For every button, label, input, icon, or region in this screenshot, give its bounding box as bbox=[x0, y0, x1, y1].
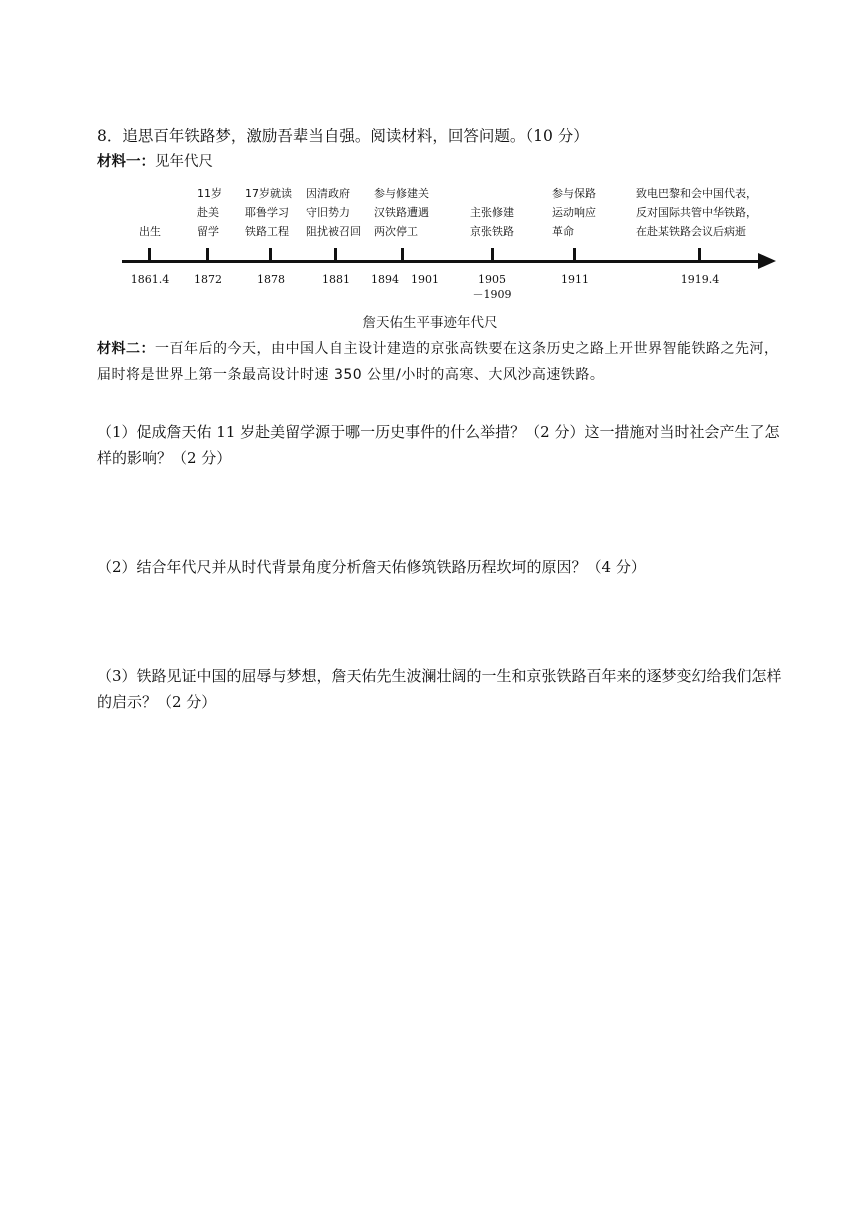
timeline-tick bbox=[148, 248, 151, 260]
timeline-year: 1919.4 bbox=[680, 273, 720, 286]
timeline-tick bbox=[401, 248, 404, 260]
timeline-event-label: 因清政府 守旧势力 阻扰被召回 bbox=[306, 187, 361, 238]
question-1: （1）促成詹天佑 11 岁赴美留学源于哪一历史事件的什么举措？（2 分）这一措施对当时社会产生了怎样的影响？（2 分） bbox=[97, 423, 780, 467]
timeline-event-label: 17岁就读 耶鲁学习 铁路工程 bbox=[245, 187, 292, 238]
timeline-caption: 詹天佑生平事迹年代尺 bbox=[362, 315, 498, 331]
timeline-event-label: 参与保路 运动响应 革命 bbox=[552, 187, 596, 238]
timeline-year: 1911 bbox=[561, 273, 589, 286]
question-3: （3）铁路见证中国的屈辱与梦想，詹天佑先生波澜壮阔的一生和京张铁路百年来的逐梦变幻给我们怎样的启示？（2 分） bbox=[97, 667, 782, 711]
timeline-axis bbox=[122, 260, 762, 263]
timeline-arrow bbox=[758, 253, 776, 269]
timeline-event-label: 参与修建关 汉铁路遭遇 两次停工 bbox=[374, 187, 429, 238]
timeline-event-label: 出生 bbox=[139, 225, 161, 238]
timeline-tick bbox=[334, 248, 337, 260]
timeline-year: 1901 bbox=[411, 273, 439, 286]
timeline-event-label: 主张修建 京张铁路 bbox=[470, 206, 514, 238]
question-title: 8．追思百年铁路梦，激励吾辈当自强。阅读材料，回答问题。（10 分） bbox=[97, 127, 589, 145]
material-two bbox=[97, 336, 787, 388]
material-one-label: 材料一： bbox=[97, 154, 155, 170]
timeline-year: 1881 bbox=[322, 273, 350, 286]
material-two-label: 材料二： bbox=[97, 341, 155, 357]
timeline-year: 1905 －1909 bbox=[472, 273, 512, 301]
timeline-tick bbox=[206, 248, 209, 260]
timeline-year: 1878 bbox=[257, 273, 285, 286]
timeline-tick bbox=[573, 248, 576, 260]
timeline-event-label: 11岁 赴美 留学 bbox=[197, 187, 222, 238]
material-two-text: 一百年后的今天，由中国人自主设计建造的京张高铁要在这条历史之路上开世界智能铁路之先河，届时将是世界上第一条最高设计时速 350 公里/小时的高寒、大风沙高速铁路。 bbox=[97, 341, 779, 383]
material-one bbox=[97, 150, 213, 171]
material-one-text: 见年代尺 bbox=[155, 154, 213, 170]
timeline-tick bbox=[269, 248, 272, 260]
timeline-year: 1872 bbox=[194, 273, 222, 286]
timeline-ruler bbox=[0, 180, 860, 310]
timeline-year: 1894 bbox=[371, 273, 399, 286]
timeline-tick bbox=[491, 248, 494, 260]
timeline-year: 1861.4 bbox=[130, 273, 170, 286]
timeline-event-label: 致电巴黎和会中国代表， 反对国际共管中华铁路， 在赴某铁路会议后病逝 bbox=[636, 187, 757, 238]
question-2: （2）结合年代尺并从时代背景角度分析詹天佑修筑铁路历程坎坷的原因？（4 分） bbox=[97, 558, 646, 576]
timeline-tick bbox=[698, 248, 701, 260]
